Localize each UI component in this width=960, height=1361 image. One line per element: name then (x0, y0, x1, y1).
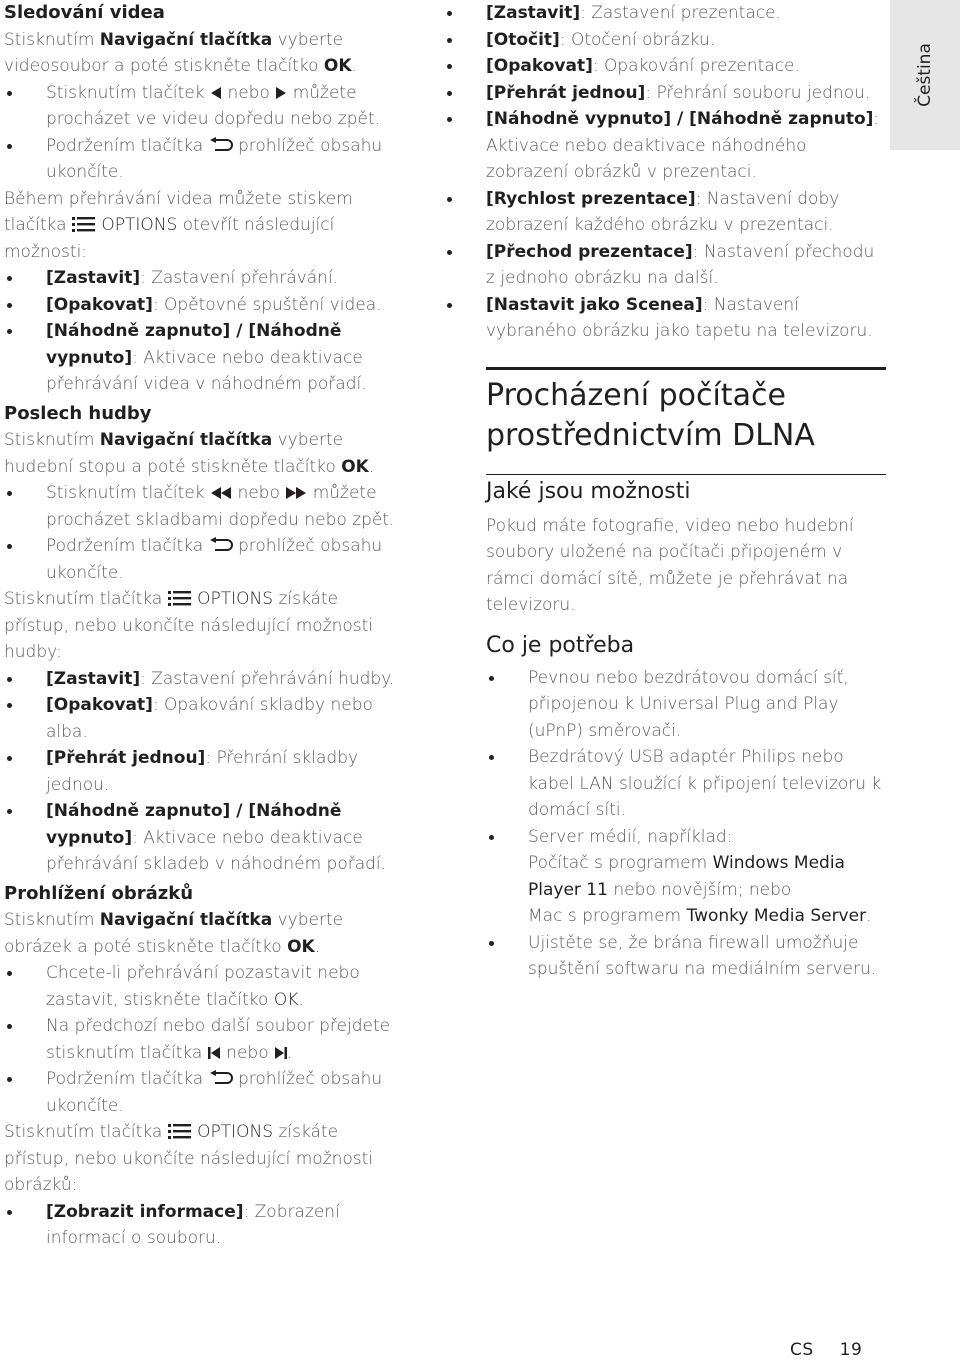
language-code: CS (790, 1340, 814, 1360)
list-item: [Zobrazit informace]: Zobrazení informací o souboru. (4, 1199, 399, 1252)
back-icon (209, 1070, 233, 1086)
list-item: [Opakovat]: Opětovné spuštění videa. (4, 292, 399, 319)
video-heading: Sledování videa (4, 2, 165, 23)
left-arrow-icon (210, 86, 222, 100)
list-item: Stisknutím tlačítek nebo můžete procházet ve videu dopředu nebo zpět. (4, 80, 399, 133)
list-item: [Přehrát jednou]: Přehrání skladby jednou. (4, 745, 399, 798)
list-item: [Přehrát jednou]: Přehrání souboru jednou. (444, 80, 886, 107)
language-tab (890, 0, 960, 150)
list-item: [Rychlost prezentace]: Nastavení doby zobrazení každého obrázku v prezentaci. (444, 186, 886, 239)
list-item: [Opakovat]: Opakování skladby nebo alba. (4, 692, 399, 745)
pictures-options-list (4, 1199, 399, 1252)
picture-options-list-cont (444, 0, 886, 345)
music-heading: Poslech hudby (4, 402, 152, 424)
list-item: [Náhodně vypnuto] / [Náhodně zapnuto]: Aktivace nebo deaktivace náhodného zobrazení obrázků v prezentaci. (444, 106, 886, 186)
list-item: [Nastavit jako Scenea]: Nastavení vybraného obrázku jako tapetu na televizoru. (444, 292, 886, 345)
list-item: Pevnou nebo bezdrátovou domácí síť, připojenou k Universal Plug and Play (uPnP) směrovači. (486, 665, 886, 745)
back-icon (209, 137, 233, 153)
fast-forward-icon (285, 486, 307, 500)
pictures-intro: Stisknutím Navigační tlačítka vyberte obrázek a poté stiskněte tlačítko OK. (4, 910, 344, 957)
list-item: [Zastavit]: Zastavení přehrávání. (4, 265, 399, 292)
next-icon (274, 1046, 287, 1060)
list-item: [Otočit]: Otočení obrázku. (444, 27, 886, 54)
previous-icon (208, 1046, 221, 1060)
music-nav-list (4, 480, 399, 586)
video-intro: Stisknutím Navigační tlačítka vyberte videosoubor a poté stiskněte tlačítko OK. (4, 29, 357, 76)
language-label: Čeština (915, 43, 935, 107)
rewind-icon (210, 486, 232, 500)
list-item: Podržením tlačítka prohlížeč obsahu ukončíte. (4, 533, 399, 586)
what-text: Pokud máte fotografie, video nebo hudební soubory uložené na počítači připojeném v rámci domácí sítě, můžete je přehrávat na televizoru. (486, 515, 854, 615)
music-options-intro: Stisknutím tlačítka OPTIONS získáte přístup, nebo ukončíte následující možnosti hudby: (4, 589, 374, 662)
list-item: Stisknutím tlačítek nebo můžete procházet skladbami dopředu nebo zpět. (4, 480, 399, 533)
music-intro: Stisknutím Navigační tlačítka vyberte hudební stopu a poté stiskněte tlačítko OK. (4, 430, 375, 477)
music-options-list (4, 666, 399, 878)
page-number: 19 (839, 1340, 863, 1360)
video-options-list (4, 265, 399, 398)
dlna-section-title: Procházení počítače prostřednictvím DLNA (486, 367, 886, 456)
list-item: [Náhodně zapnuto] / [Náhodně vypnuto]: Aktivace nebo deaktivace přehrávání skladeb v náhodném pořadí. (4, 798, 399, 878)
list-item: Bezdrátový USB adaptér Philips nebo kabel LAN sloužící k připojení televizoru k domácí síti. (486, 744, 886, 824)
need-list (486, 665, 886, 983)
options-icon (168, 1123, 192, 1139)
options-icon (168, 590, 192, 606)
video-nav-list (4, 80, 399, 186)
right-column (486, 0, 886, 983)
left-column (4, 0, 399, 1252)
list-item: Podržením tlačítka prohlížeč obsahu ukončíte. (4, 133, 399, 186)
list-item: Server médií, například: Počítač s programem Windows Media Player 11 nebo novějším; nebo Mac s programem Twonky Media Server. (486, 824, 886, 930)
need-subtitle: Co je potřeba (486, 632, 635, 658)
list-item: [Zastavit]: Zastavení prezentace. (444, 0, 886, 27)
back-icon (209, 537, 233, 553)
list-item: [Zastavit]: Zastavení přehrávání hudby. (4, 666, 399, 693)
list-item: [Opakovat]: Opakování prezentace. (444, 53, 886, 80)
list-item: Na předchozí nebo další soubor přejdete stisknutím tlačítka nebo . (4, 1013, 399, 1066)
list-item: Podržením tlačítka prohlížeč obsahu ukončíte. (4, 1066, 399, 1119)
list-item: Chcete-li přehrávání pozastavit nebo zastavit, stiskněte tlačítko OK. (4, 960, 399, 1013)
list-item: Ujistěte se, že brána firewall umožňuje spuštění softwaru na mediálním serveru. (486, 930, 886, 983)
what-subtitle: Jaké jsou možnosti (486, 474, 886, 507)
pictures-heading: Prohlížení obrázků (4, 882, 194, 904)
page-footer (790, 1340, 862, 1360)
video-options-intro: Během přehrávání videa můžete stiskem tlačítka OPTIONS otevřít následující možnosti: (4, 188, 353, 262)
list-item: [Přechod prezentace]: Nastavení přechodu z jednoho obrázku na další. (444, 239, 886, 292)
list-item: [Náhodně zapnuto] / [Náhodně vypnuto]: Aktivace nebo deaktivace přehrávání videa v náhodném pořadí. (4, 318, 399, 398)
right-arrow-icon (275, 86, 287, 100)
options-icon (72, 216, 96, 232)
pictures-options-intro: Stisknutím tlačítka OPTIONS získáte přístup, nebo ukončíte následující možnosti obrázků: (4, 1122, 374, 1195)
pictures-nav-list (4, 960, 399, 1119)
